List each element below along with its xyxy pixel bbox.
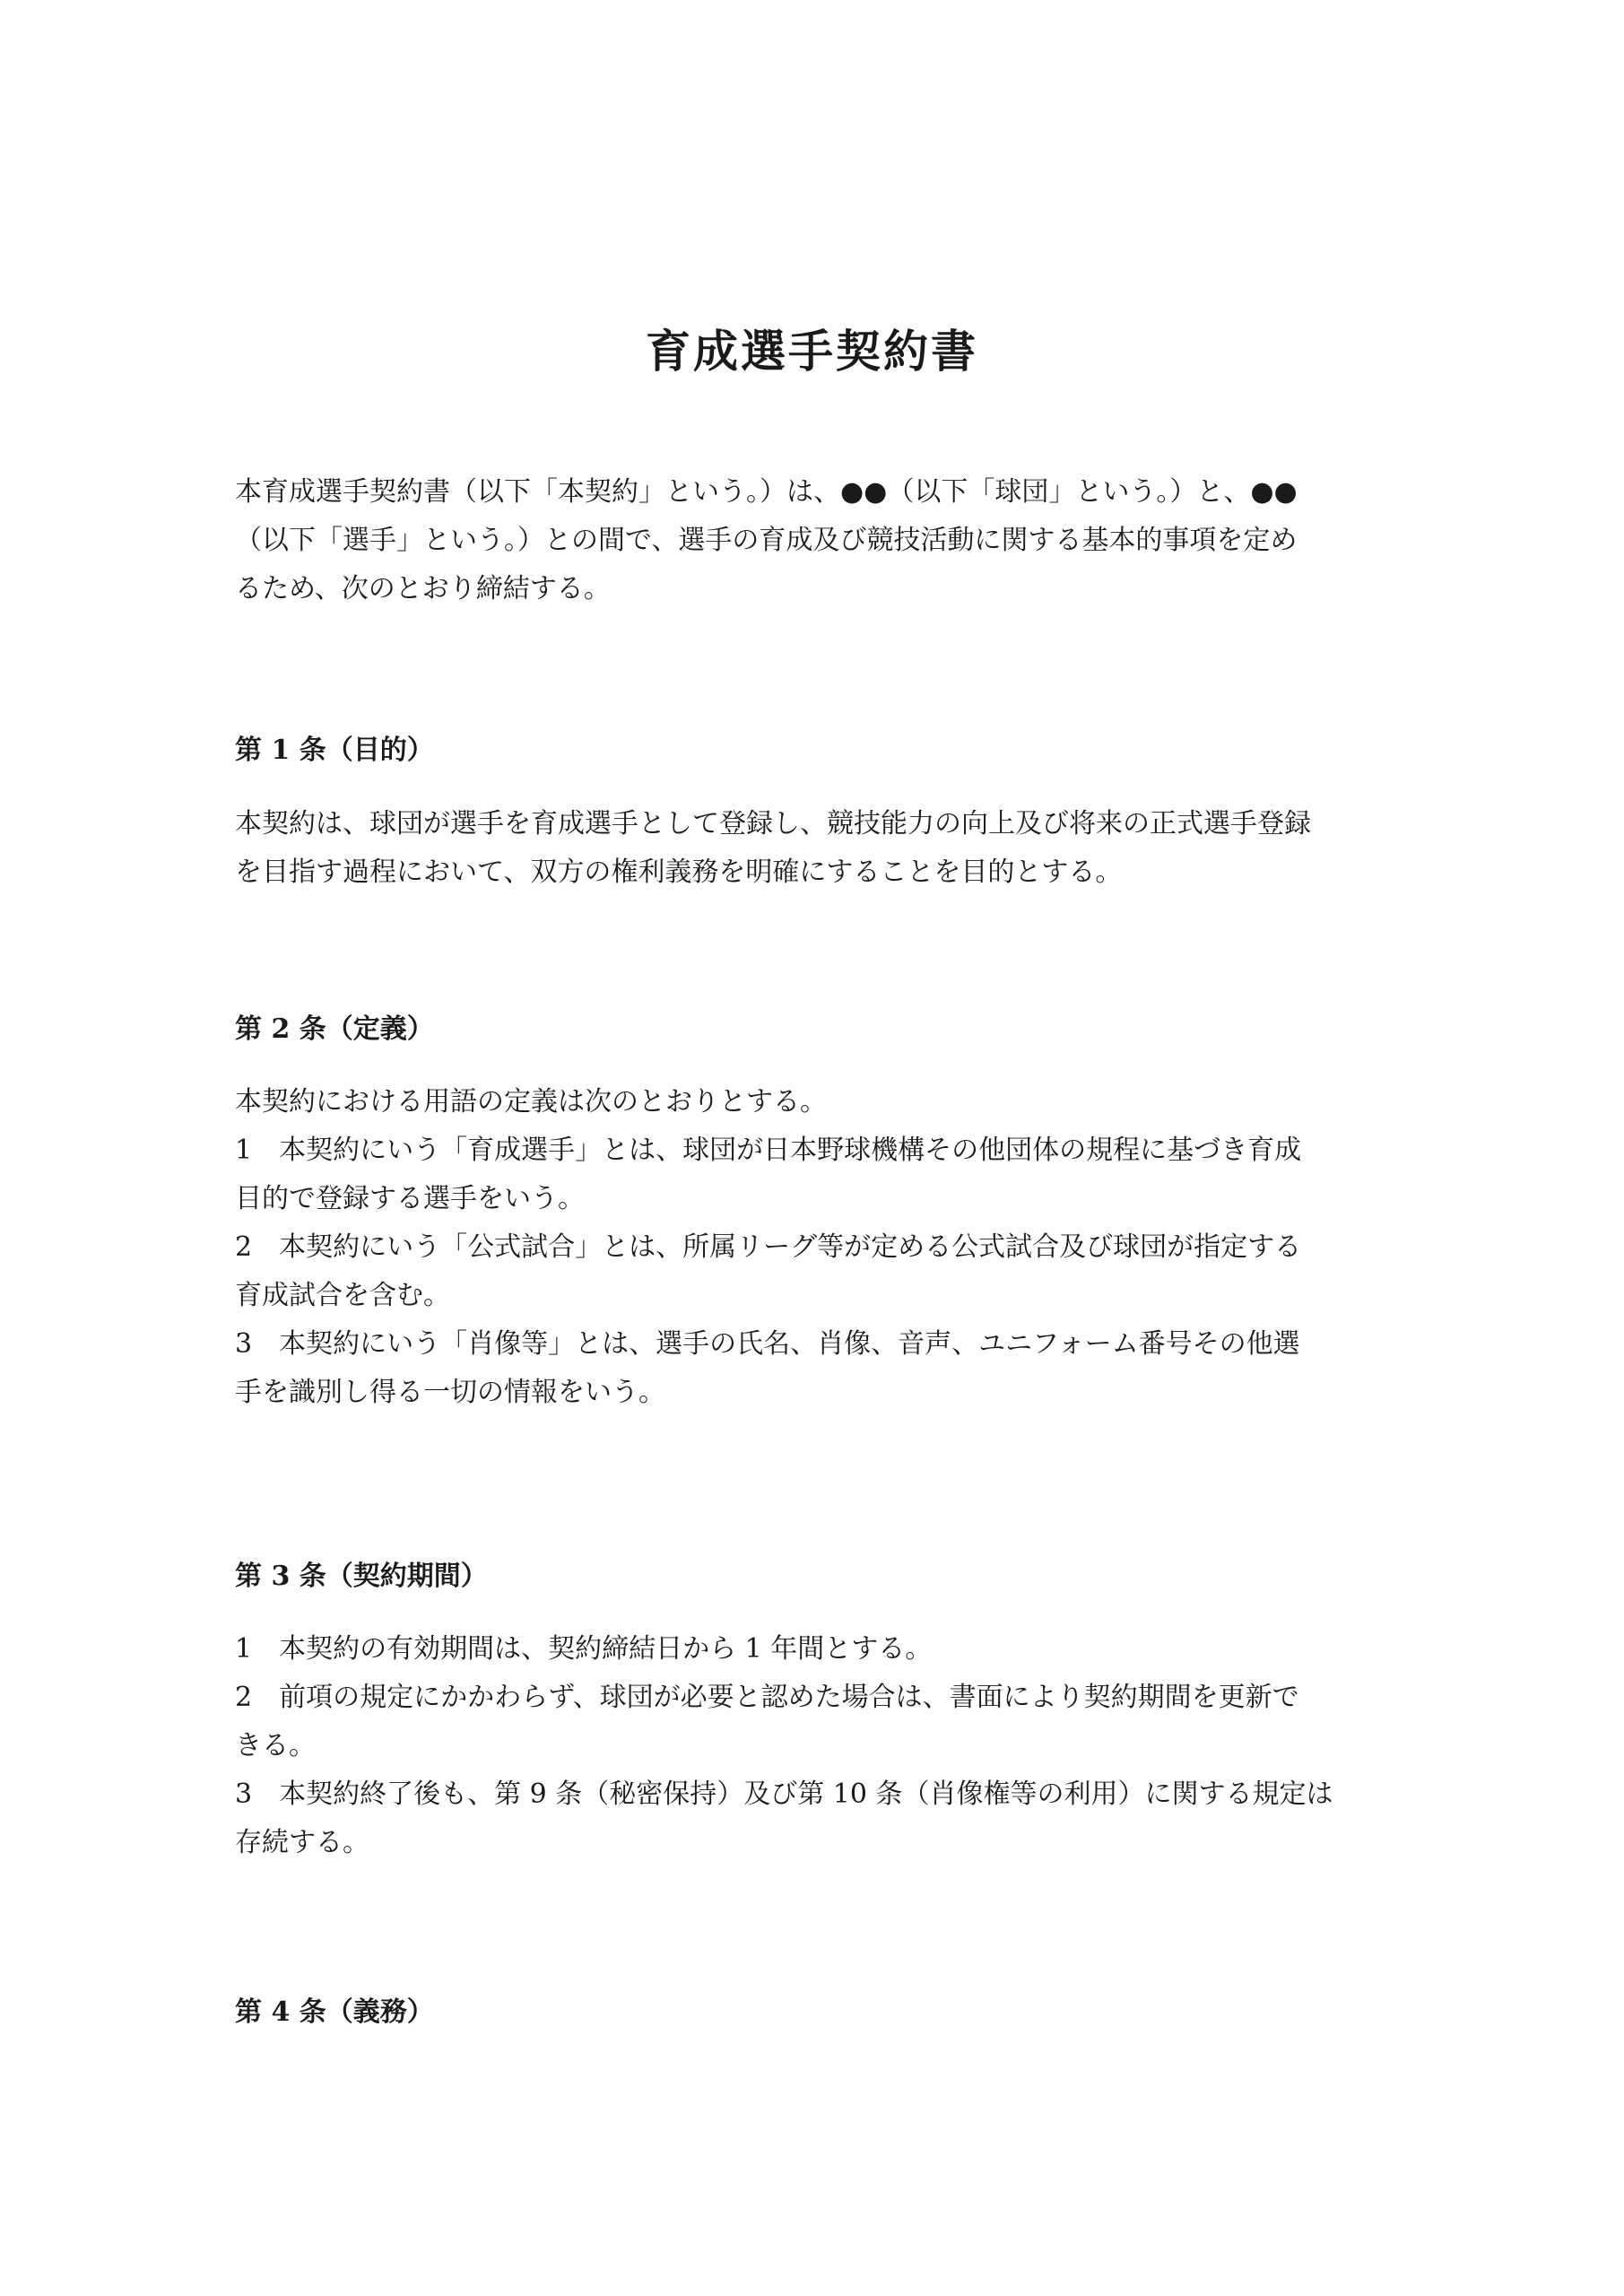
- article-2-body: [235, 1078, 1392, 1417]
- article-3-body: [235, 1625, 1392, 1867]
- article-line: 育成試合を含む。: [235, 1280, 450, 1311]
- document-title: 育成選手契約書: [646, 324, 978, 378]
- article-line: 1 本契約にいう「育成選手」とは、球団が日本野球機構その他団体の規程に基づき育成: [235, 1135, 1302, 1166]
- article-line: 3 本契約終了後も、第 9 条（秘密保持）及び第 10 条（肖像権等の利用）に関する規定は: [235, 1779, 1333, 1810]
- article-line: を目指す過程において、双方の権利義務を明確にすることを目的とする。: [235, 857, 1123, 888]
- article-1-heading: 第 1 条（目的）: [235, 735, 434, 766]
- article-line: 本契約は、球団が選手を育成選手として登録し、競技能力の向上及び将来の正式選手登録: [235, 808, 1311, 839]
- article-line: 手を識別し得る一切の情報をいう。: [235, 1377, 665, 1408]
- article-line: 2 本契約にいう「公式試合」とは、所属リーグ等が定める公式試合及び球団が指定する: [235, 1231, 1302, 1263]
- article-line: 2 前項の規定にかかわらず、球団が必要と認めた場合は、書面により契約期間を更新で: [235, 1682, 1299, 1713]
- preamble-line: （以下「選手」という。）との間で、選手の育成及び競技活動に関する基本的事項を定め: [235, 525, 1298, 556]
- article-line: きる。: [235, 1730, 316, 1761]
- article-line: 1 本契約の有効期間は、契約締結日から 1 年間とする。: [235, 1633, 933, 1665]
- preamble: [235, 468, 1392, 613]
- preamble-line: 本育成選手契約書（以下「本契約」という。）は、●●（以下「球団」という。）と、●●: [235, 476, 1298, 508]
- article-1-body: [235, 800, 1392, 897]
- article-line: 存続する。: [235, 1827, 369, 1858]
- article-3-heading: 第 3 条（契約期間）: [235, 1561, 488, 1592]
- article-line: 目的で登録する選手をいう。: [235, 1183, 585, 1214]
- article-line: 3 本契約にいう「肖像等」とは、選手の氏名、肖像、音声、ユニフォーム番号その他選: [235, 1328, 1300, 1360]
- article-line: 本契約における用語の定義は次のとおりとする。: [235, 1086, 827, 1118]
- article-4-heading: 第 4 条（義務）: [235, 1996, 434, 2028]
- preamble-line: るため、次のとおり締結する。: [235, 573, 611, 604]
- article-2-heading: 第 2 条（定義）: [235, 1013, 434, 1045]
